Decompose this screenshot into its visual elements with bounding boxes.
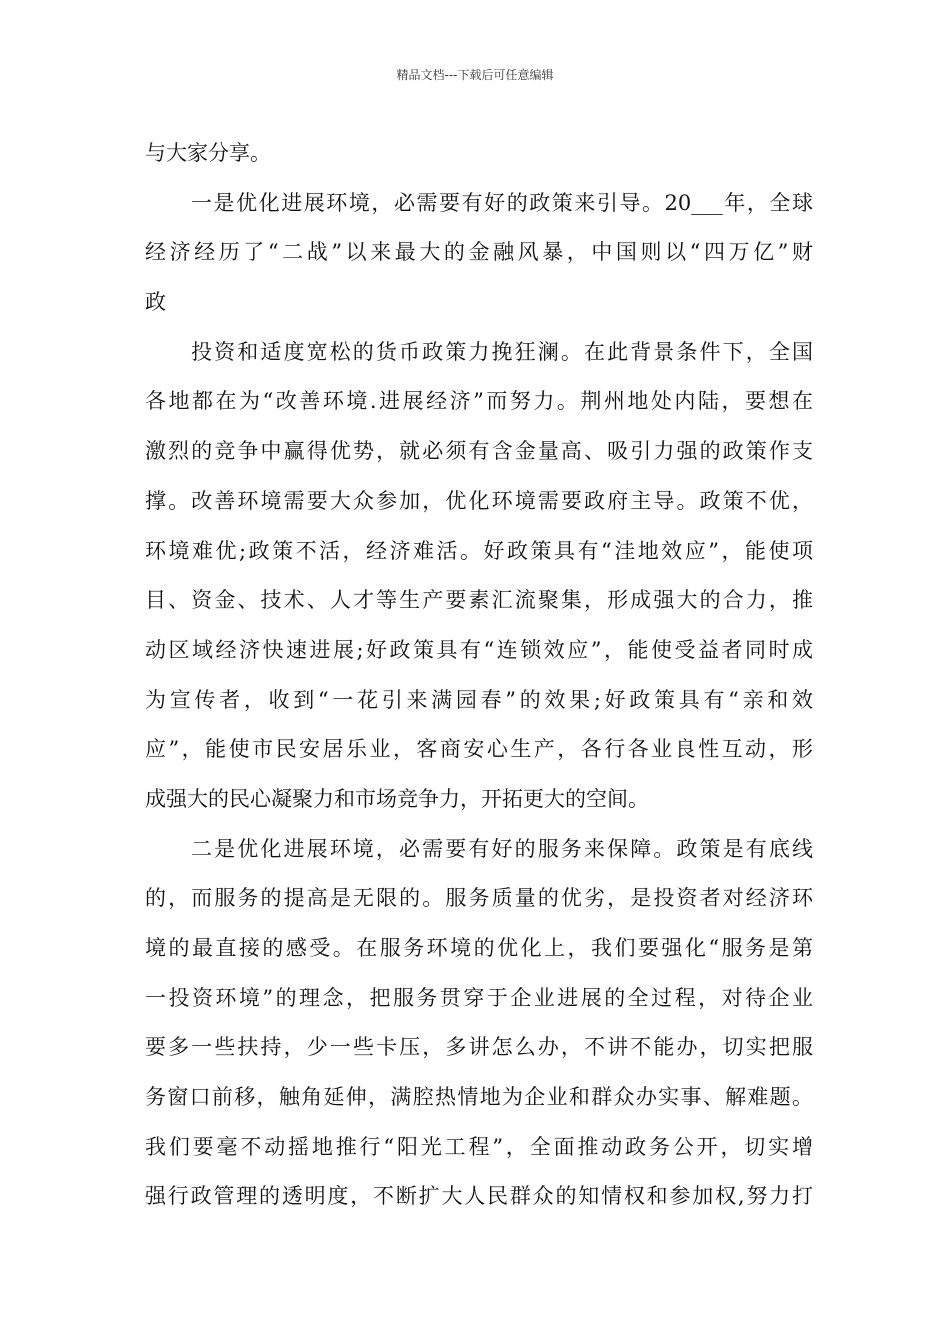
text-line: 务窗口前移，触角延伸，满腔热情地为企业和群众办实事、解难题。 bbox=[145, 1085, 813, 1110]
text-line: 的，而服务的提高是无限的。服务质量的优劣，是投资者对经济环 bbox=[145, 886, 813, 911]
text-line: 境的最直接的感受。在服务环境的优化上，我们要强化“服务是第 bbox=[145, 936, 813, 960]
text-line: 成强大的民心凝聚力和市场竞争力，开拓更大的空间。 bbox=[145, 786, 649, 811]
text-line: 与大家分享。 bbox=[145, 141, 271, 165]
page-header: 精品文档---下载后可任意编辑 bbox=[396, 68, 554, 82]
text-line: 要多一些扶持，少一些卡压，多讲怎么办，不讲不能办，切实把服 bbox=[145, 1035, 813, 1060]
text-line: 二是优化进展环境，必需要有好的服务来保障。政策是有底线 bbox=[191, 836, 813, 861]
text-line: 环境难优;政策不活，经济难活。好政策具有“洼地效应”，能使项 bbox=[145, 538, 813, 563]
text-line: 激烈的竞争中赢得优势，就必须有含金量高、吸引力强的政策作支 bbox=[145, 439, 813, 464]
text-line: 强行政管理的透明度，不断扩大人民群众的知情权和参加权,努力打 bbox=[145, 1184, 813, 1209]
text-line: 经济经历了“二战”以来最大的金融风暴，中国则以“四万亿”财 bbox=[145, 240, 813, 265]
text-line: 投资和适度宽松的货币政策力挽狂澜。在此背景条件下，全国 bbox=[191, 339, 813, 364]
text-line: 我们要毫不动摇地推行“阳光工程”，全面推动政务公开，切实增 bbox=[145, 1134, 813, 1159]
document-body bbox=[145, 129, 813, 1222]
text-line: 撑。改善环境需要大众参加，优化环境需要政府主导。政策不优， bbox=[145, 488, 813, 513]
text-line: 应”，能使市民安居乐业，客商安心生产，各行各业良性互动，形 bbox=[145, 737, 813, 762]
text-line: 政 bbox=[145, 290, 166, 315]
text-line: 目、资金、技术、人才等生产要素汇流聚集，形成强大的合力，推 bbox=[145, 588, 813, 613]
text-line: 一投资环境”的理念，把服务贯穿于企业进展的全过程，对待企业 bbox=[145, 985, 813, 1010]
text-line: 动区域经济快速进展;好政策具有“连锁效应”，能使受益者同时成 bbox=[145, 637, 813, 662]
text-line: 一是优化进展环境，必需要有好的政策来引导。20___年，全球 bbox=[191, 190, 813, 215]
text-line: 各地都在为“改善环境.进展经济”而努力。荆州地处内陆，要想在 bbox=[145, 389, 813, 414]
text-line: 为宣传者，收到“一花引来满园春”的效果;好政策具有“亲和效 bbox=[145, 687, 813, 712]
